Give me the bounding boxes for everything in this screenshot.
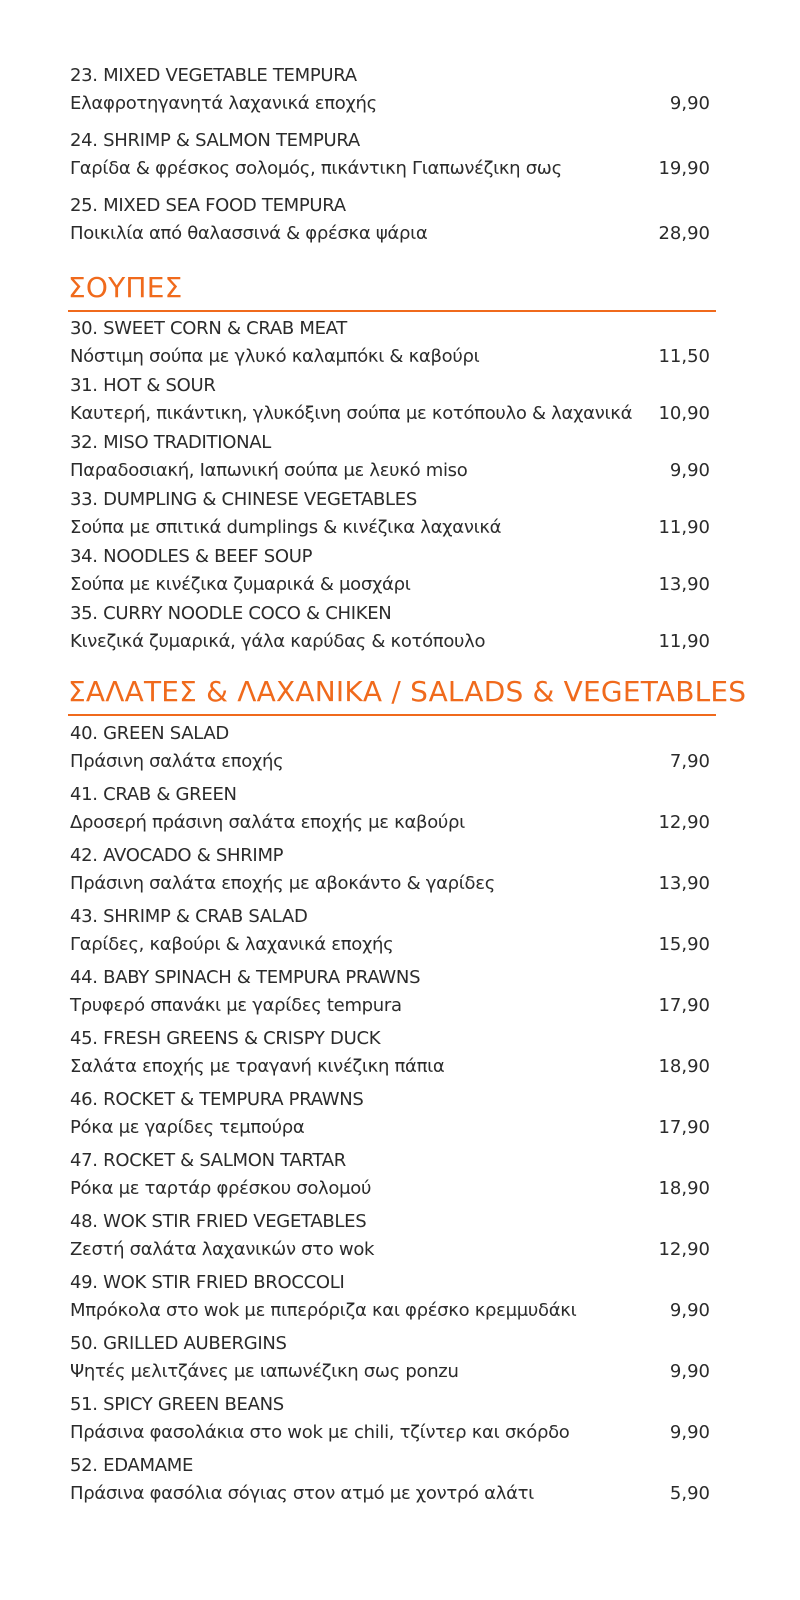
- item-price: 12,90: [658, 812, 710, 833]
- item-title: 31. HOT & SOUR: [70, 375, 216, 396]
- item-description: Πράσινη σαλάτα εποχής με αβοκάντο & γαρίδες: [70, 873, 495, 894]
- item-description: Πράσινη σαλάτα εποχής: [70, 751, 284, 772]
- menu-item: [70, 781, 710, 842]
- section-heading-salads: ΣΑΛΑΤΕΣ & ΛΑΧΑΝΙΚΑ / SALADS & VEGETABLES: [68, 674, 716, 716]
- item-price: 17,90: [658, 995, 710, 1016]
- menu-item: [70, 486, 710, 543]
- menu-item: [70, 1025, 710, 1086]
- item-title: 51. SPICY GREEN BEANS: [70, 1394, 284, 1415]
- item-price: 10,90: [658, 403, 710, 424]
- item-price: 19,90: [658, 158, 710, 179]
- soups-list: [70, 315, 710, 657]
- item-title: 48. WOK STIR FRIED VEGETABLES: [70, 1211, 367, 1232]
- item-description: Νόστιμη σούπα με γλυκό καλαμπόκι & καβούρι: [70, 346, 480, 367]
- item-title: 49. WOK STIR FRIED BROCCOLI: [70, 1272, 345, 1293]
- item-title: 41. CRAB & GREEN: [70, 784, 237, 805]
- menu-item: [70, 127, 710, 192]
- menu-item: [70, 192, 710, 257]
- menu-item: [70, 429, 710, 486]
- menu-item: [70, 315, 710, 372]
- item-title: 35. CURRY NOODLE COCO & CHIKEN: [70, 603, 392, 624]
- item-description: Σούπα με σπιτικά dumplings & κινέζικα λαχανικά: [70, 517, 502, 538]
- item-description: Ρόκα με ταρτάρ φρέσκου σολομού: [70, 1178, 372, 1199]
- item-price: 9,90: [669, 460, 710, 481]
- item-title: 44. BABY SPINACH & TEMPURA PRAWNS: [70, 967, 421, 988]
- item-price: 9,90: [669, 1300, 710, 1321]
- item-price: 11,50: [658, 346, 710, 367]
- item-title: 40. GREEN SALAD: [70, 723, 229, 744]
- menu-item: [70, 1269, 710, 1330]
- menu-item: [70, 372, 710, 429]
- item-description: Κινεζικά ζυμαρικά, γάλα καρύδας & κοτόπουλο: [70, 631, 486, 652]
- item-price: 11,90: [658, 631, 710, 652]
- item-description: Δροσερή πράσινη σαλάτα εποχής με καβούρι: [70, 812, 465, 833]
- item-price: 13,90: [658, 574, 710, 595]
- item-description: Ποικιλία από θαλασσινά & φρέσκα ψάρια: [70, 223, 428, 244]
- menu-item: [70, 1147, 710, 1208]
- item-title: 42. AVOCADO & SHRIMP: [70, 845, 284, 866]
- menu-item: [70, 600, 710, 657]
- item-description: Σούπα με κινέζικα ζυμαρικά & μοσχάρι: [70, 574, 411, 595]
- item-title: 50. GRILLED AUBERGINS: [70, 1333, 287, 1354]
- menu-item: [70, 62, 710, 127]
- menu-item: [70, 1208, 710, 1269]
- item-description: Ελαφροτηγανητά λαχανικά εποχής: [70, 93, 377, 114]
- menu-item: [70, 543, 710, 600]
- item-title: 24. SHRIMP & SALMON TEMPURA: [70, 130, 360, 151]
- menu-item: [70, 1086, 710, 1147]
- item-description: Μπρόκολα στο wok με πιπερόριζα και φρέσκο κρεμμυδάκι: [70, 1300, 577, 1321]
- menu-item: [70, 1391, 710, 1452]
- item-description: Σαλάτα εποχής με τραγανή κινέζικη πάπια: [70, 1056, 445, 1077]
- item-description: Γαρίδες, καβούρι & λαχανικά εποχής: [70, 934, 394, 955]
- item-price: 9,90: [669, 1361, 710, 1382]
- item-price: 9,90: [669, 93, 710, 114]
- item-title: 30. SWEET CORN & CRAB MEAT: [70, 318, 347, 339]
- item-title: 45. FRESH GREENS & CRISPY DUCK: [70, 1028, 381, 1049]
- item-price: 18,90: [658, 1056, 710, 1077]
- item-description: Πράσινα φασολάκια στο wok με chili, τζίντερ και σκόρδο: [70, 1422, 570, 1443]
- menu-item: [70, 720, 710, 781]
- item-price: 28,90: [658, 223, 710, 244]
- menu-item: [70, 903, 710, 964]
- item-price: 15,90: [658, 934, 710, 955]
- item-price: 18,90: [658, 1178, 710, 1199]
- item-description: Ψητές μελιτζάνες με ιαπωνέζικη σως ponzu: [70, 1361, 459, 1382]
- menu-item: [70, 1330, 710, 1391]
- item-title: 34. NOODLES & BEEF SOUP: [70, 546, 313, 567]
- item-title: 32. MISO TRADITIONAL: [70, 432, 272, 453]
- item-price: 7,90: [669, 751, 710, 772]
- item-description: Ρόκα με γαρίδες τεμπούρα: [70, 1117, 305, 1138]
- item-description: Παραδοσιακή, Ιαπωνική σούπα με λευκό miso: [70, 460, 468, 481]
- item-description: Πράσινα φασόλια σόγιας στον ατμό με χοντρό αλάτι: [70, 1483, 534, 1504]
- item-description: Γαρίδα & φρέσκος σολομός, πικάντικη Γιαπωνέζικη σως: [70, 158, 562, 179]
- salads-list: [70, 720, 710, 1513]
- item-price: 11,90: [658, 517, 710, 538]
- item-description: Τρυφερό σπανάκι με γαρίδες tempura: [70, 995, 402, 1016]
- item-title: 33. DUMPLING & CHINESE VEGETABLES: [70, 489, 417, 510]
- menu-item: [70, 1452, 710, 1513]
- item-price: 12,90: [658, 1239, 710, 1260]
- item-title: 43. SHRIMP & CRAB SALAD: [70, 906, 308, 927]
- item-description: Ζεστή σαλάτα λαχανικών στο wok: [70, 1239, 375, 1260]
- item-title: 47. ROCKET & SALMON TARTAR: [70, 1150, 346, 1171]
- item-title: 46. ROCKET & TEMPURA PRAWNS: [70, 1089, 364, 1110]
- menu-item: [70, 964, 710, 1025]
- section-heading-soups: ΣΟΥΠΕΣ: [68, 270, 716, 312]
- item-title: 52. EDAMAME: [70, 1455, 194, 1476]
- item-description: Καυτερή, πικάντικη, γλυκόξινη σούπα με κοτόπουλο & λαχανικά: [70, 403, 633, 424]
- item-price: 17,90: [658, 1117, 710, 1138]
- item-price: 13,90: [658, 873, 710, 894]
- item-title: 25. MIXED SEA FOOD TEMPURA: [70, 195, 346, 216]
- tempura-list: [70, 62, 710, 257]
- menu-item: [70, 842, 710, 903]
- item-price: 9,90: [669, 1422, 710, 1443]
- item-title: 23. MIXED VEGETABLE TEMPURA: [70, 65, 357, 86]
- item-price: 5,90: [669, 1483, 710, 1504]
